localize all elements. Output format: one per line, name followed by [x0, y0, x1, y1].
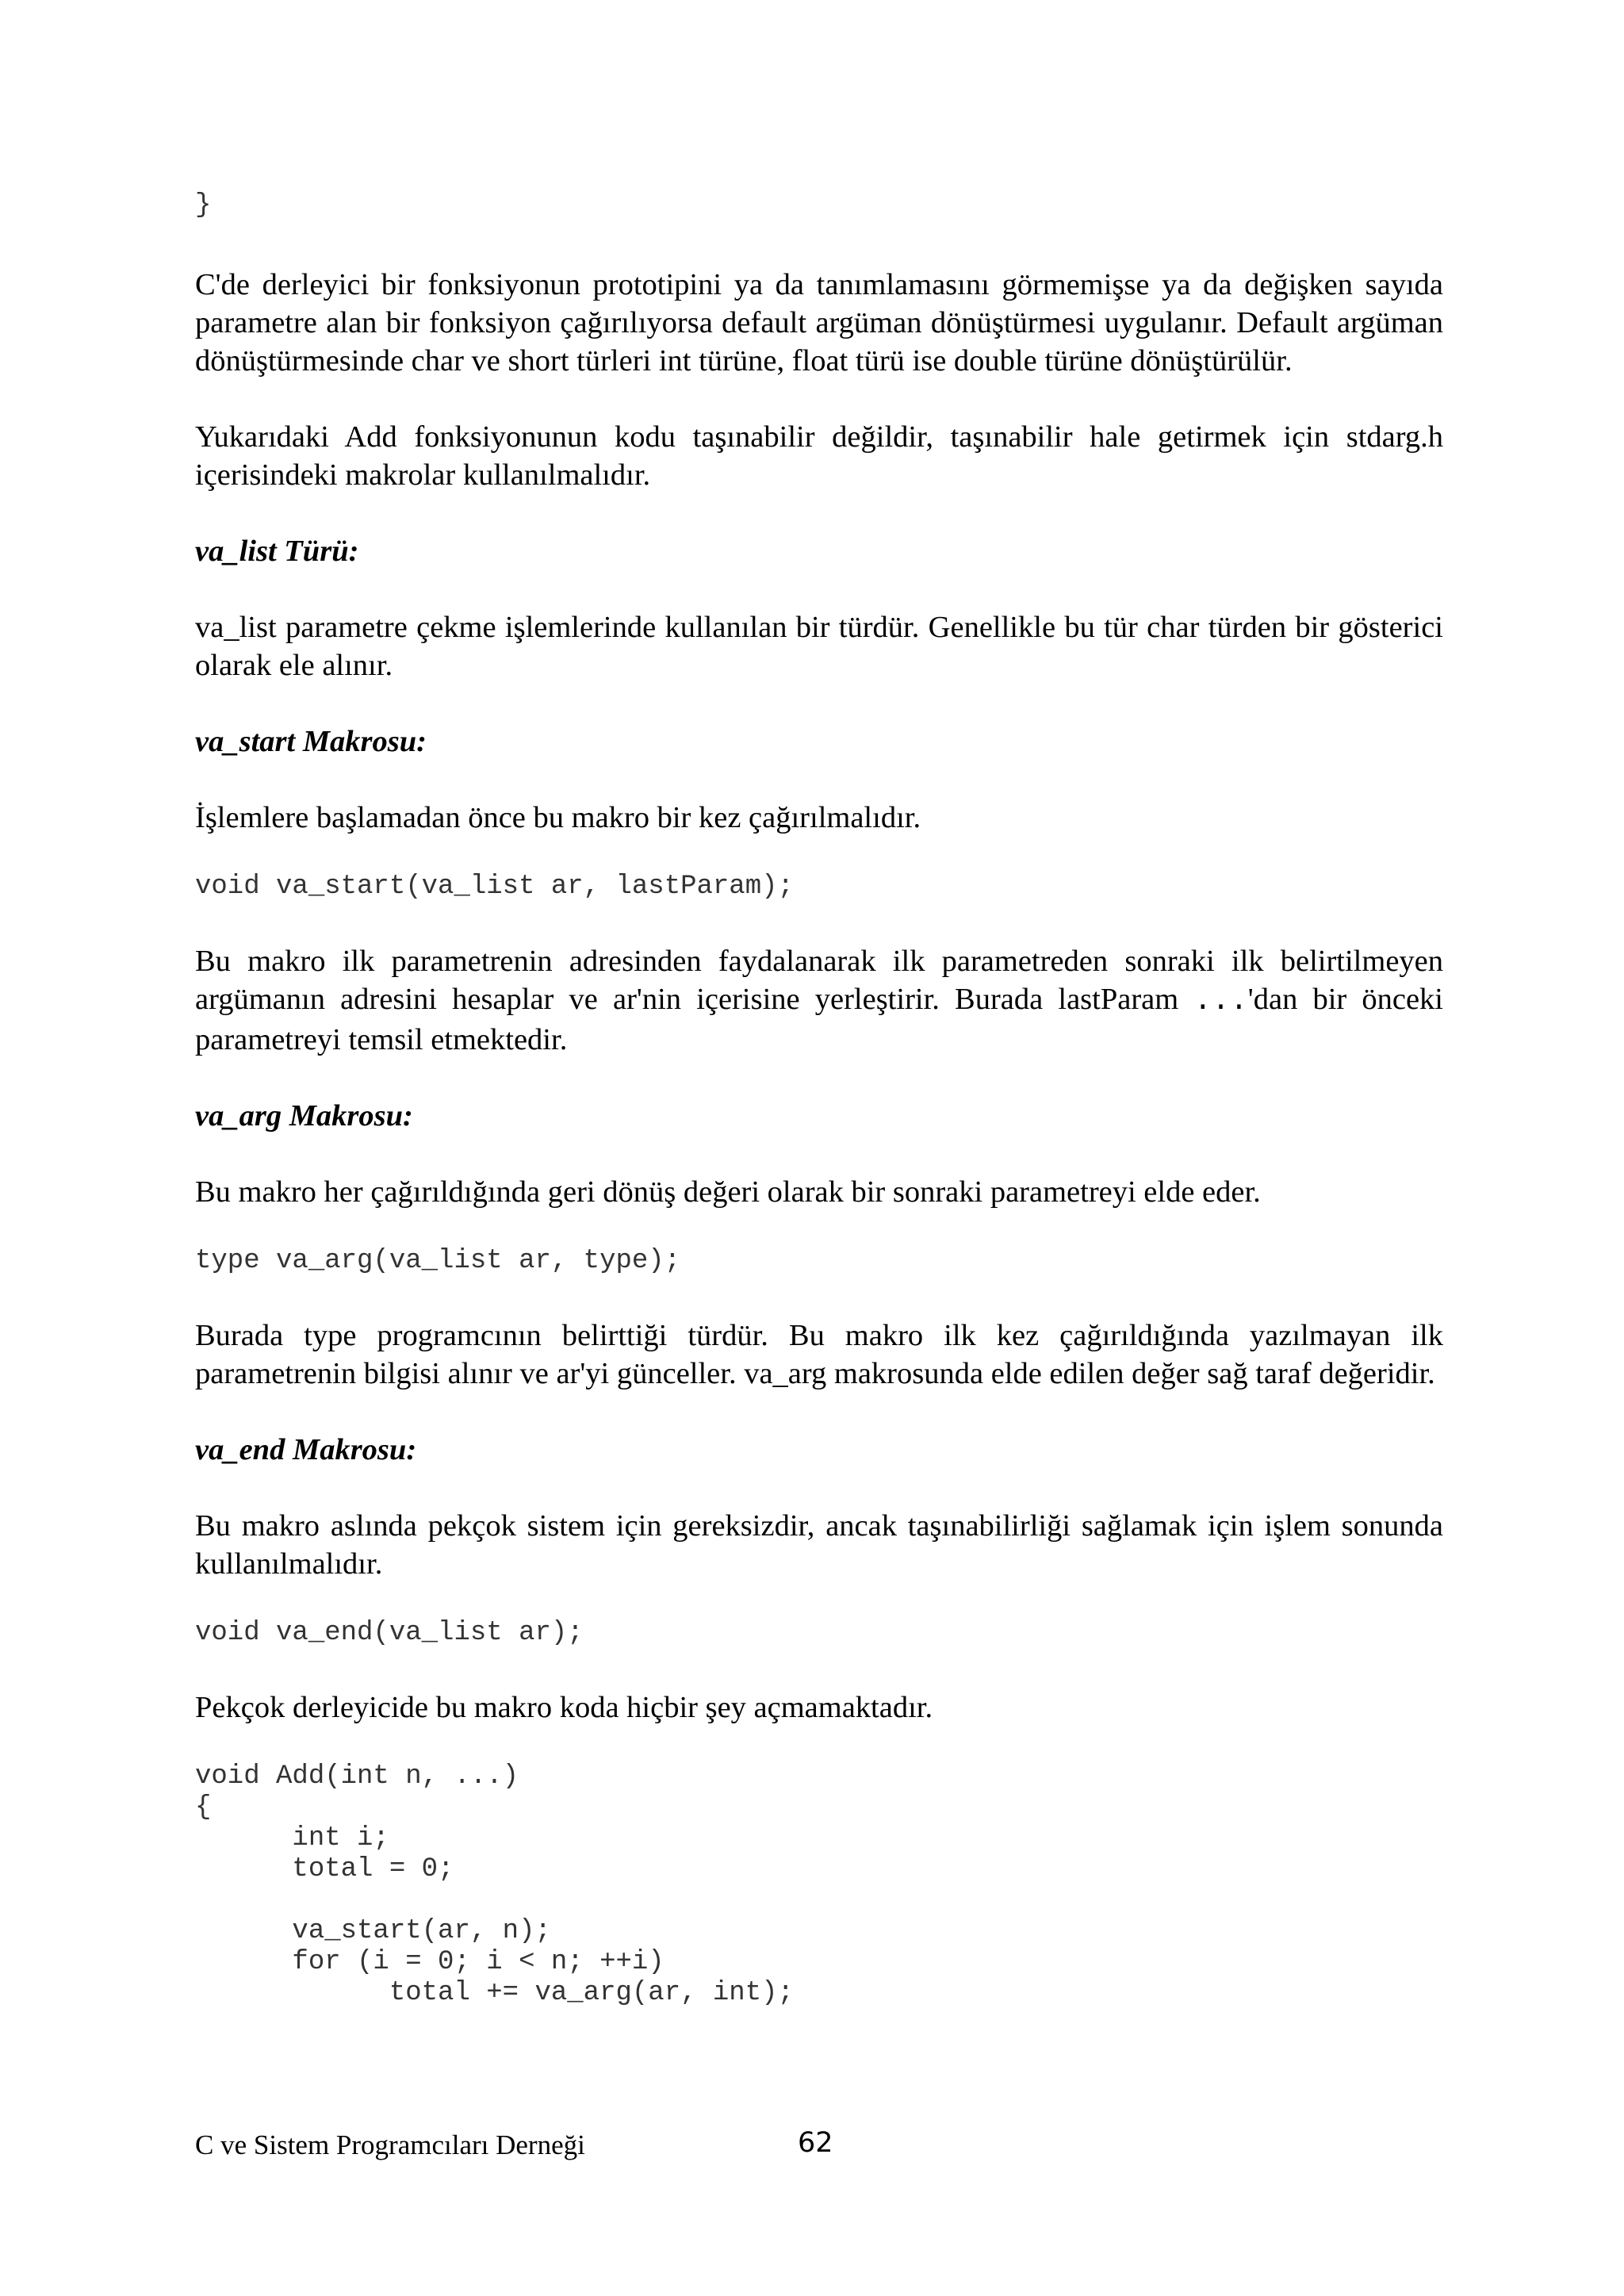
- heading-va-arg: va_arg Makrosu:: [195, 1099, 413, 1133]
- footer-page-number: 62: [798, 2127, 833, 2159]
- paragraph-portability: Yukarıdaki Add fonksiyonunun kodu taşınabilir değildir, taşınabilir hale getirmek için stdarg.h içerisindeki makrolar kullanılmalıdır.: [195, 420, 1443, 492]
- heading-va-start: va_start Makrosu:: [195, 725, 427, 758]
- paragraph-va-start-intro: İşlemlere başlamadan önce bu makro bir kez çağırılmalıdır.: [195, 801, 921, 834]
- paragraph-va-end-desc: Bu makro aslında pekçok sistem için gereksizdir, ancak taşınabilirliği sağlamak için işlem sonunda kullanılmalıdır.: [195, 1509, 1443, 1581]
- code-va-start: void va_start(va_list ar, lastParam);: [195, 872, 794, 902]
- paragraph-default-argument: C'de derleyici bir fonksiyonun prototipini ya da tanımlamasını görmemişse ya da değişken sayıda parametre alan bir fonksiyon çağırılıyorsa default argüman dönüştürmesi uygulanır. Default argüman dönüştürmesinde char ve short türleri int türüne, float türü ise double türüne dönüştürülür.: [195, 268, 1443, 378]
- paragraph-va-list: va_list parametre çekme işlemlerinde kullanılan bir türdür. Genellikle bu tür char türden bir gösterici olarak ele alınır.: [195, 611, 1443, 682]
- heading-va-end: va_end Makrosu:: [195, 1433, 417, 1466]
- code-add-function: void Add(int n, ...) { int i; total = 0; va_start(ar, n); for (i = 0; i < n; ++i) total += va_arg(ar, int);: [195, 1761, 794, 2008]
- code-va-arg: type va_arg(va_list ar, type);: [195, 1246, 681, 1276]
- paragraph-va-arg-desc: Burada type programcının belirttiği türdür. Bu makro ilk kez çağırıldığında yazılmayan ilk parametrenin bilgisi alınır ve ar'yi günceller. va_arg makrosunda elde edilen değer sağ taraf değeridir.: [195, 1319, 1443, 1390]
- code-closing-brace: }: [195, 190, 212, 220]
- heading-va-list: va_list Türü:: [195, 535, 359, 568]
- ellipsis-token: ...: [1193, 984, 1248, 1018]
- paragraph-va-end-note: Pekçok derleyicide bu makro koda hiçbir şey açmamaktadır.: [195, 1691, 933, 1724]
- paragraph-va-start-desc-tail: 'dan bir önceki parametreyi temsil etmektedir.: [195, 983, 1444, 1056]
- paragraph-va-arg-intro: Bu makro her çağırıldığında geri dönüş değeri olarak bir sonraki parametreyi elde eder.: [195, 1175, 1261, 1209]
- code-va-end: void va_end(va_list ar);: [195, 1618, 584, 1648]
- document-page: [195, 179, 1443, 2009]
- footer-organization: C ve Sistem Programcıları Derneği: [195, 2129, 585, 2160]
- paragraph-va-start-desc: [195, 942, 1443, 1059]
- paragraph-va-start-desc-text: Bu makro ilk parametrenin adresinden faydalanarak ilk parametreden sonraki ilk belirtilmeyen argümanın adresini hesaplar ve ar'nin içerisine yerleştirir. Burada lastParam: [195, 945, 1443, 1016]
